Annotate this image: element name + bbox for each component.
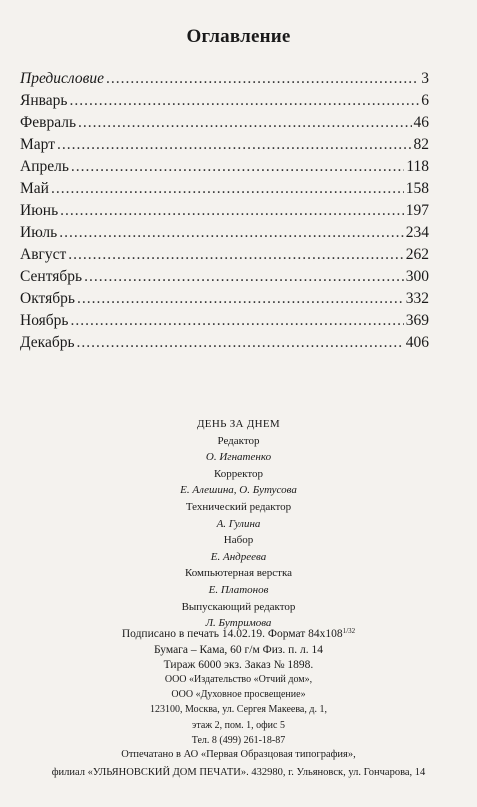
toc-entry-label: Декабрь: [20, 334, 75, 351]
editor-role: Редактор: [217, 434, 260, 447]
release-editor-role: Выпускающий редактор: [181, 600, 296, 613]
toc-leader-dots: [71, 158, 404, 176]
proofreader-names: Е. Алешина, О. Бутусова: [180, 484, 297, 497]
layout-role: Компьютерная верстка: [184, 567, 293, 580]
toc-leader-dots: [51, 180, 404, 198]
toc-leader-dots: [77, 290, 404, 308]
toc-entry: [20, 268, 429, 290]
signed-line: [0, 624, 477, 643]
tech-editor-role: Технический редактор: [185, 500, 292, 513]
toc-leader-dots: [69, 92, 419, 110]
publisher-phone: Тел. 8 (499) 261-18-87: [191, 734, 286, 746]
toc-leader-dots: [84, 268, 404, 286]
toc-entry: [20, 290, 429, 312]
toc-entry-label: Ноябрь: [20, 312, 69, 329]
proofreader-role: Корректор: [213, 467, 264, 480]
toc-entry: [20, 180, 429, 202]
toc-entry: [20, 70, 429, 92]
toc-entry-label: Июнь: [20, 202, 59, 219]
toc-entry: [20, 334, 429, 356]
publisher-address: 123100, Москва, ул. Сергея Макеева, д. 1,: [150, 704, 327, 716]
toc-entry-page: 3: [421, 70, 429, 87]
toc-entry: [20, 114, 429, 136]
book-title: ДЕНЬ ЗА ДНЕМ: [197, 418, 280, 430]
toc-entry-label: Сентябрь: [20, 268, 83, 285]
toc-entry: [20, 246, 429, 268]
toc-leader-dots: [68, 246, 403, 264]
printer-line-2: филиал «УЛЬЯНОВСКИЙ ДОМ ПЕЧАТИ». 432980, г. Ульяновск, ул. Гончарова, 14: [51, 767, 426, 778]
print-details: [0, 624, 477, 674]
run-line: Тираж 6000 экз. Заказ № 1898.: [163, 659, 314, 671]
toc-entry: [20, 224, 429, 246]
toc-leader-dots: [77, 334, 404, 352]
publisher-office: этаж 2, пом. 1, офис 5: [192, 719, 285, 731]
toc-entry-page: 46: [413, 114, 429, 131]
imprint-block: [0, 416, 477, 632]
toc-entry-label: Предисловие: [20, 70, 104, 87]
table-of-contents: [20, 70, 429, 356]
editor-name: О. Игнатенко: [205, 451, 272, 464]
toc-entry-page: 234: [405, 224, 429, 241]
toc-leader-dots: [106, 70, 419, 88]
toc-leader-dots: [59, 224, 404, 242]
toc-entry-page: 332: [405, 290, 429, 307]
toc-entry-page: 6: [421, 92, 429, 109]
layout-name: Е. Платонов: [208, 583, 269, 596]
format-fraction: 1/32: [342, 627, 356, 635]
printer-info: [0, 746, 477, 782]
toc-entry-page: 300: [405, 268, 429, 285]
toc-entry-label: Май: [20, 180, 49, 197]
toc-entry-label: Март: [20, 136, 55, 153]
toc-entry-label: Август: [20, 246, 67, 263]
toc-entry-label: Июль: [20, 224, 58, 241]
toc-leader-dots: [78, 114, 411, 132]
release-editor-name: Л. Бутримова: [205, 617, 272, 630]
paper-line: Бумага – Кама, 60 г/м Физ. п. л. 14: [153, 643, 324, 656]
publisher-line-1: ООО «Издательство «Отчий дом»,: [164, 674, 313, 685]
toc-entry-label: Февраль: [20, 114, 77, 131]
toc-entry: [20, 136, 429, 158]
toc-entry: [20, 158, 429, 180]
printer-line-1: Отпечатано в АО «Первая Образцовая типография»,: [121, 749, 356, 760]
toc-entry: [20, 202, 429, 224]
toc-leader-dots: [60, 202, 404, 220]
typesetting-name: Е. Андреева: [210, 550, 267, 563]
toc-entry-label: Октябрь: [20, 290, 75, 307]
signed-text: Подписано в печать 14.02.19. Формат 84х108: [121, 628, 343, 640]
toc-entry-label: Январь: [20, 92, 68, 109]
toc-entry-page: 118: [406, 158, 429, 175]
typesetting-role: Набор: [223, 534, 254, 547]
toc-entry-label: Апрель: [20, 158, 69, 175]
tech-editor-name: А. Гулина: [216, 517, 261, 530]
toc-entry-page: 406: [405, 334, 429, 351]
page-title: Оглавление: [186, 26, 291, 47]
toc-entry-page: 369: [405, 312, 429, 329]
toc-leader-dots: [57, 136, 412, 154]
toc-entry-page: 158: [405, 180, 429, 197]
toc-entry: [20, 312, 429, 334]
toc-entry-page: 197: [405, 202, 429, 219]
publisher-line-2: ООО «Духовное просвещение»: [171, 689, 306, 701]
toc-entry-page: 82: [413, 136, 429, 153]
publisher-info: [0, 672, 477, 748]
toc-entry-page: 262: [405, 246, 429, 263]
toc-entry: [20, 92, 429, 114]
toc-leader-dots: [70, 312, 403, 330]
